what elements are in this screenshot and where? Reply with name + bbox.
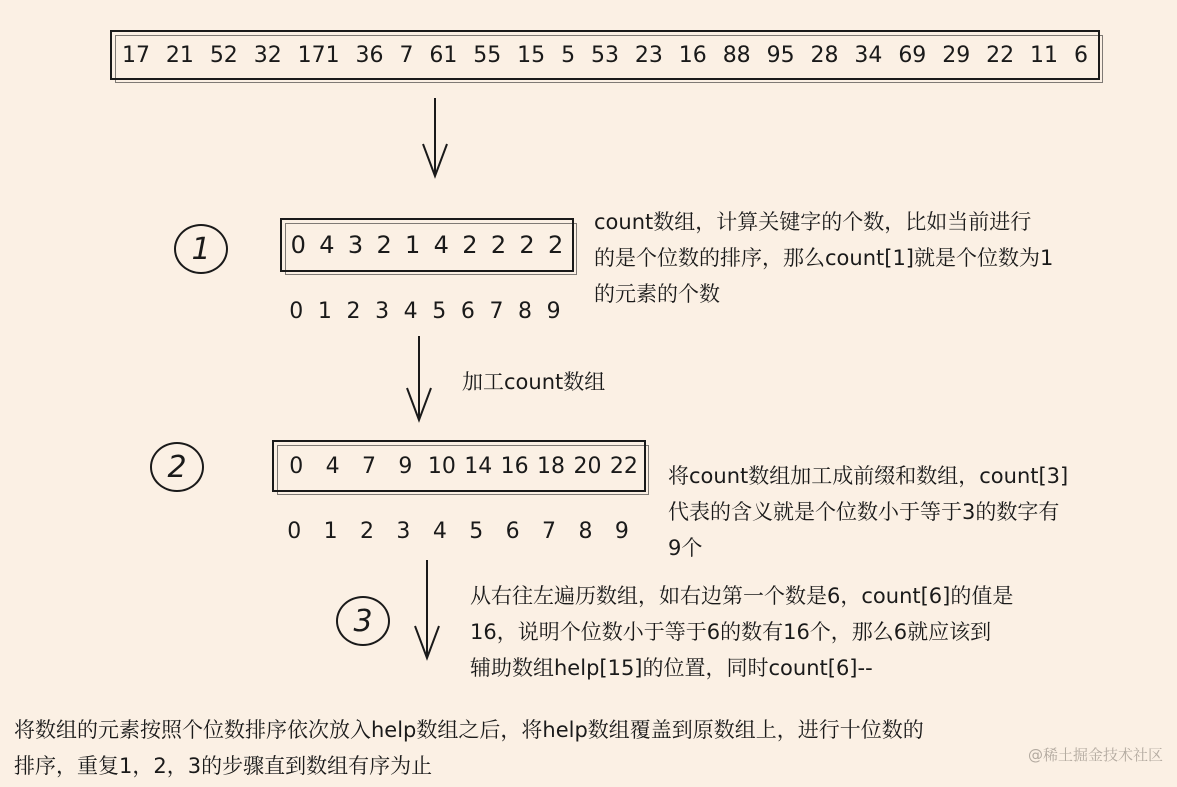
- step-1-description: [594, 204, 1164, 312]
- array-cell: 69: [898, 42, 927, 68]
- desc-line: count数组，计算关键字的个数，比如当前进行: [594, 210, 1032, 234]
- desc-line: 16，说明个位数小于等于6的数有16个，那么6就应该到: [470, 620, 992, 644]
- array-cell: 5: [432, 298, 447, 324]
- array-cell: 3: [347, 231, 364, 259]
- array-cell: 8: [578, 518, 593, 544]
- array-cell: 2: [346, 298, 361, 324]
- array-cell: 28: [810, 42, 839, 68]
- count-array-box: [280, 218, 574, 272]
- arrow-label: 加工count数组: [462, 370, 606, 394]
- array-cell: 4: [325, 453, 340, 479]
- array-cell: 6: [460, 298, 475, 324]
- array-cell: 1: [405, 231, 421, 259]
- prefix-array-box: [272, 440, 646, 492]
- array-cell: 34: [854, 42, 883, 68]
- footer-line: 排序，重复1，2，3的步骤直到数组有序为止: [14, 754, 433, 778]
- array-cell: 7: [489, 298, 504, 324]
- array-cell: 3: [375, 298, 390, 324]
- desc-line: 从右往左遍历数组，如右边第一个数是6，count[6]的值是: [470, 584, 1014, 608]
- array-cell: 0: [287, 518, 302, 544]
- array-cell: 2: [462, 231, 478, 259]
- array-cell: 0: [289, 453, 304, 479]
- array-cell: 16: [678, 42, 707, 68]
- array-cell: 18: [537, 453, 566, 479]
- desc-line: 辅助数组help[15]的位置，同时count[6]--: [470, 656, 873, 680]
- array-cell: 2: [376, 231, 392, 259]
- array-cell: 23: [634, 42, 663, 68]
- array-cell: 8: [518, 298, 533, 324]
- step-3-marker: 3: [336, 596, 390, 646]
- count-array: [284, 220, 570, 270]
- array-cell: 10: [427, 453, 456, 479]
- desc-line: 的元素的个数: [594, 282, 720, 306]
- array-cell: 22: [609, 453, 638, 479]
- array-cell: 15: [517, 42, 546, 68]
- array-cell: 2: [490, 231, 507, 259]
- array-cell: 11: [1030, 42, 1059, 68]
- original-array-box: [110, 30, 1100, 80]
- array-cell: 7: [399, 42, 414, 68]
- array-cell: 6: [505, 518, 520, 544]
- desc-line: 的是个位数的排序，那么count[1]就是个位数为1: [594, 246, 1054, 270]
- array-cell: 0: [290, 231, 306, 259]
- array-cell: 88: [722, 42, 751, 68]
- footer-description: [14, 712, 1164, 784]
- array-cell: 16: [500, 453, 529, 479]
- array-cell: 53: [590, 42, 619, 68]
- array-cell: 4: [319, 231, 335, 259]
- desc-line: 9个: [668, 536, 703, 560]
- desc-line: 代表的含义就是个位数小于等于3的数字有: [668, 500, 1060, 524]
- array-cell: 61: [429, 42, 458, 68]
- array-cell: 7: [362, 453, 377, 479]
- array-cell: 9: [614, 518, 629, 544]
- step-1-marker: 1: [174, 224, 228, 274]
- array-cell: 14: [464, 453, 493, 479]
- array-cell: 5: [469, 518, 484, 544]
- array-cell: 36: [355, 42, 384, 68]
- array-cell: 32: [253, 42, 282, 68]
- array-cell: 1: [317, 298, 332, 324]
- array-cell: 17: [122, 42, 150, 68]
- count-array-indices: [282, 296, 568, 326]
- array-cell: 2: [360, 518, 375, 544]
- step-2-marker: 2: [150, 442, 204, 492]
- footer-line: 将数组的元素按照个位数排序依次放入help数组之后，将help数组覆盖到原数组上，进行十位数的: [14, 718, 924, 742]
- prefix-array-indices: [276, 516, 640, 546]
- original-array: [122, 32, 1088, 78]
- watermark: @稀土掘金技术社区: [1027, 746, 1163, 764]
- array-cell: 29: [942, 42, 971, 68]
- down-arrow-3: [412, 560, 442, 662]
- array-cell: 9: [546, 298, 561, 324]
- array-cell: 4: [432, 518, 447, 544]
- desc-line: 将count数组加工成前缀和数组，count[3]: [668, 464, 1069, 488]
- array-cell: 9: [398, 453, 413, 479]
- array-cell: 52: [209, 42, 238, 68]
- array-cell: 4: [403, 298, 418, 324]
- array-cell: 95: [766, 42, 795, 68]
- array-cell: 7: [542, 518, 557, 544]
- array-cell: 3: [396, 518, 411, 544]
- array-cell: 20: [573, 453, 602, 479]
- step-3-description: [470, 578, 1170, 686]
- array-cell: 2: [548, 231, 564, 259]
- prefix-array: [278, 442, 642, 490]
- array-cell: 2: [519, 231, 535, 259]
- array-cell: 4: [433, 231, 449, 259]
- down-arrow-1: [420, 98, 450, 180]
- step-2-description: [668, 458, 1168, 566]
- array-cell: 5: [561, 42, 576, 68]
- array-cell: 171: [297, 42, 340, 68]
- array-cell: 1: [323, 518, 338, 544]
- array-cell: 55: [473, 42, 502, 68]
- array-cell: 21: [165, 42, 194, 68]
- array-cell: 22: [986, 42, 1015, 68]
- array-cell: 6: [1073, 42, 1088, 68]
- array-cell: 0: [289, 298, 304, 324]
- down-arrow-2: [404, 336, 434, 424]
